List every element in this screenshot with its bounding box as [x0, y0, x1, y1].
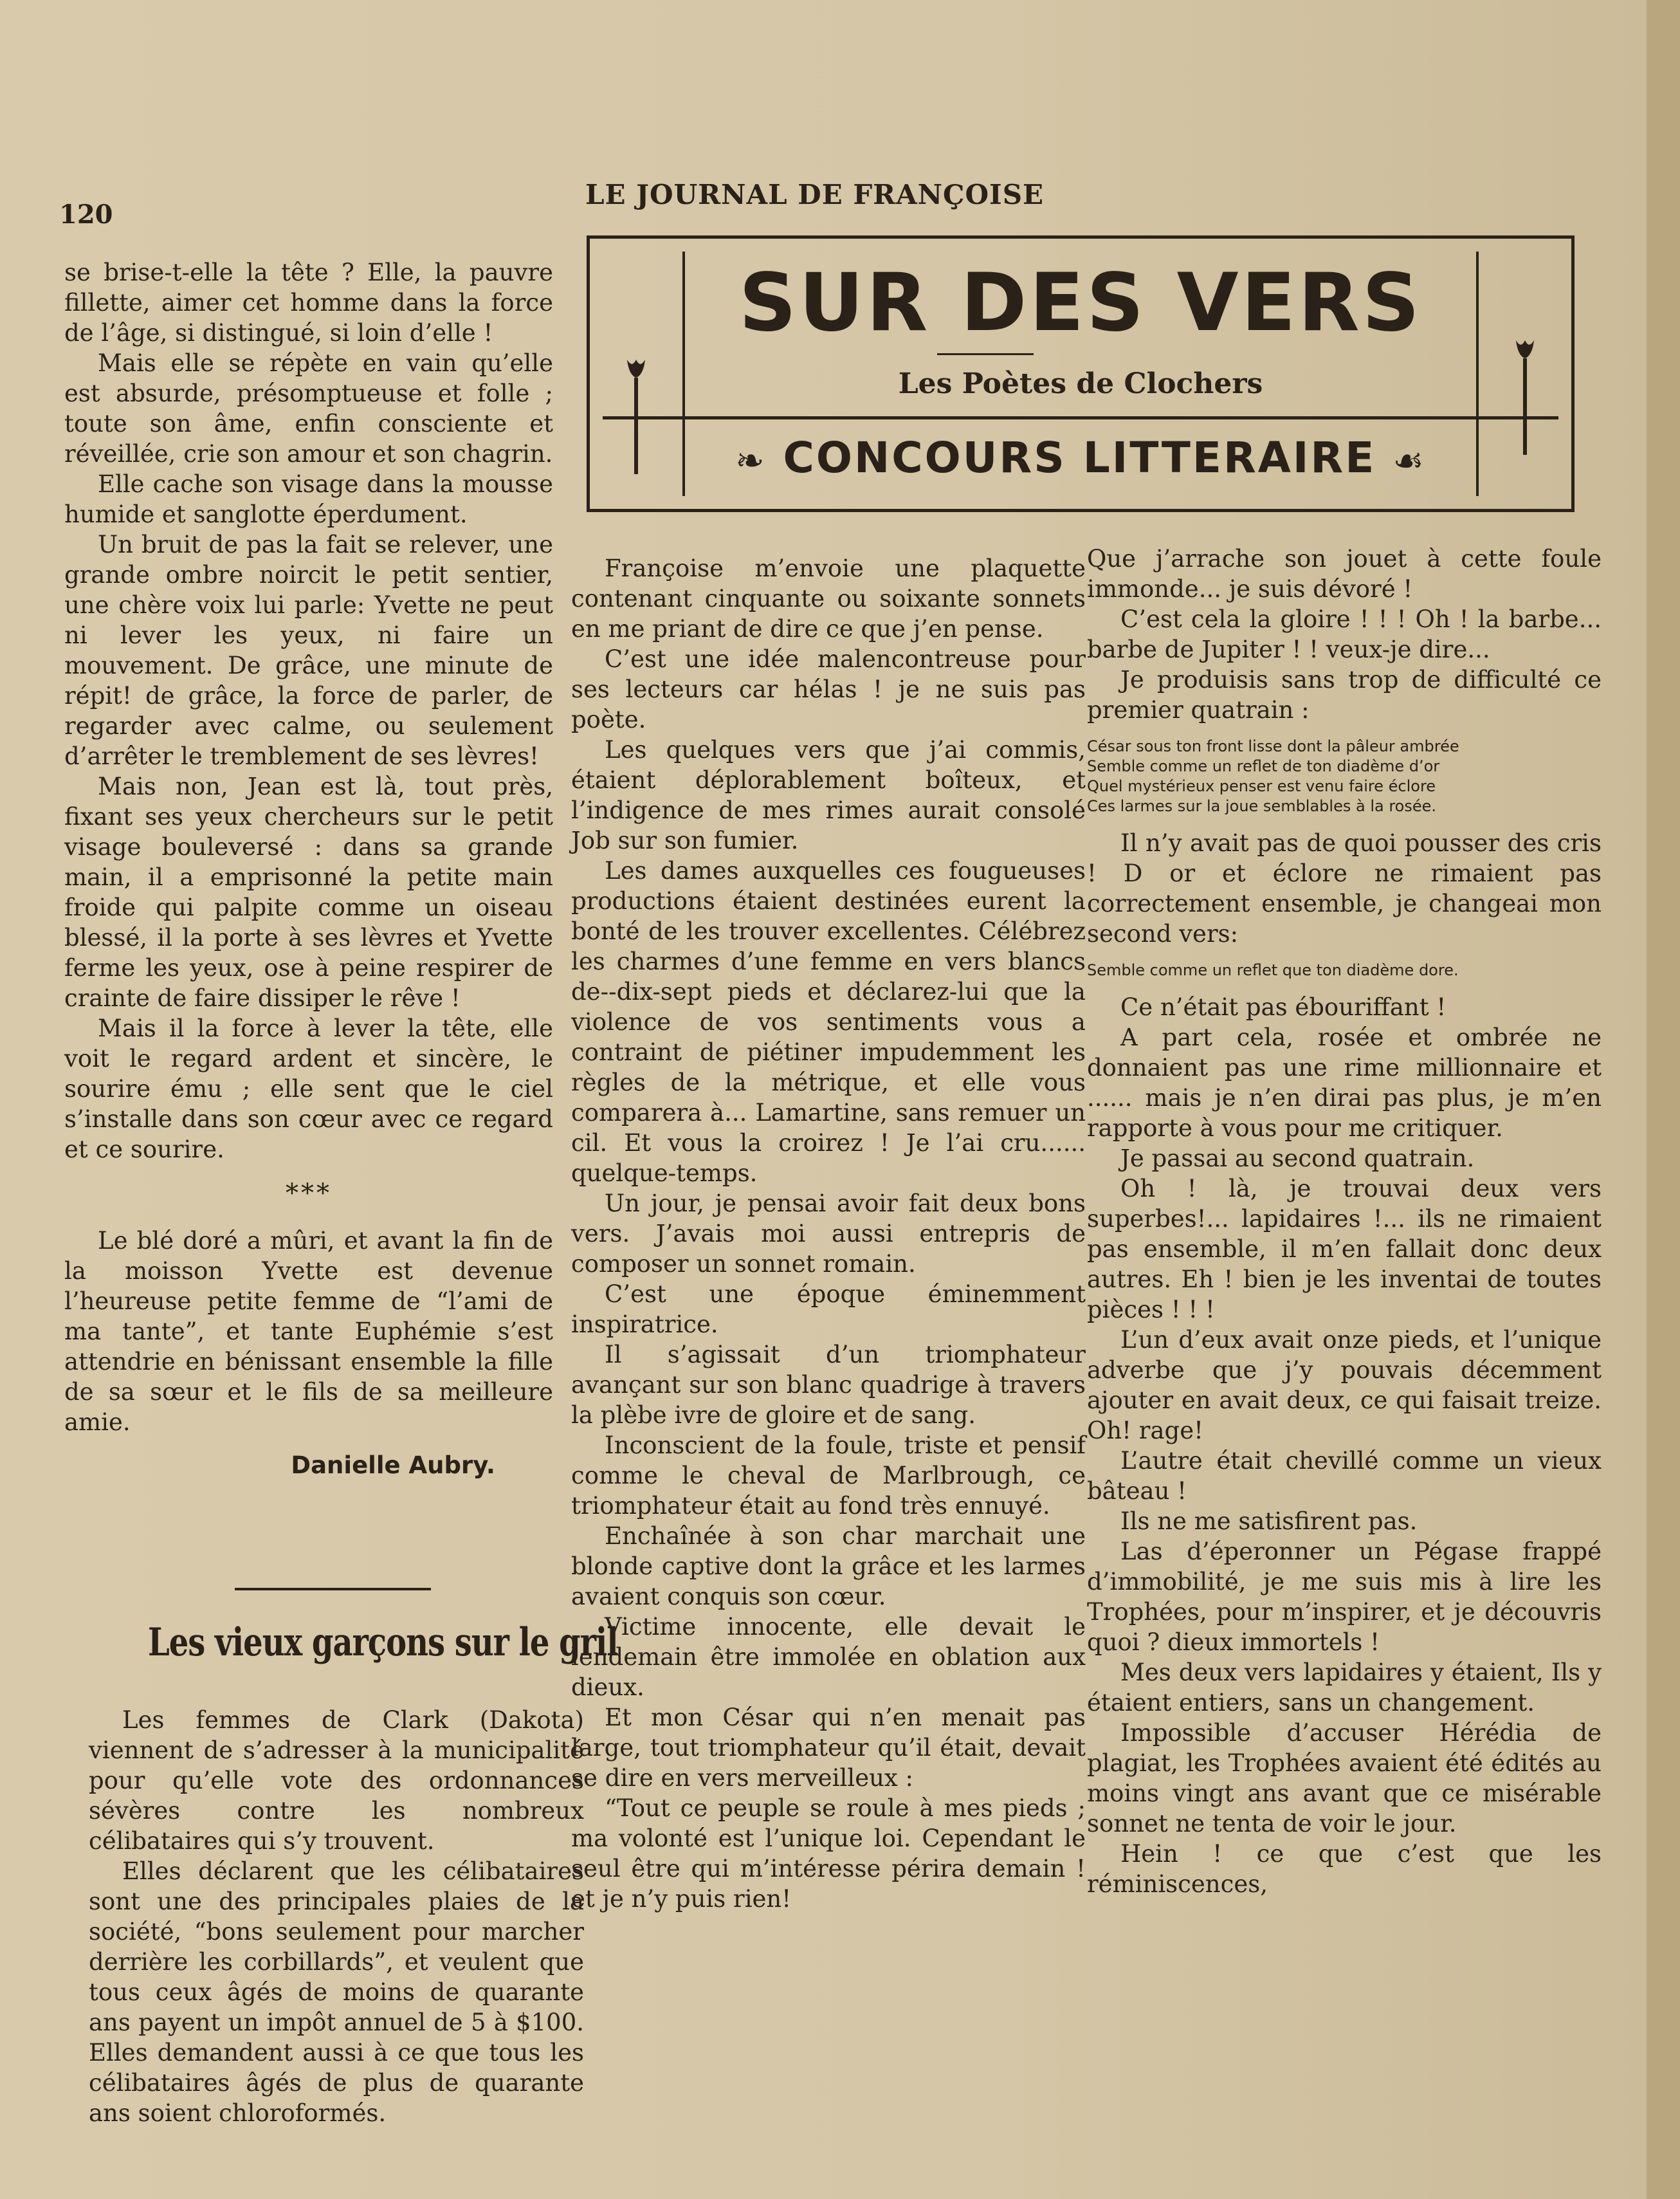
- concours-paragraph: Enchaînée à son char marchait une blonde captive dont la grâce et les larmes avaient conquis son cœur.: [571, 1522, 1086, 1610]
- page-edge: [1647, 0, 1680, 2199]
- article-column: [89, 1705, 584, 2128]
- concours-paragraph: L’un d’eux avait onze pieds, et l’unique adverbe que j’y pouvais décemment ajouter en avait deux, ce qui faisait treize. Oh! rage!: [1087, 1326, 1602, 1444]
- story-paragraph: Elle cache son visage dans la mousse humide et sanglotte éperdument.: [64, 470, 553, 528]
- concours-paragraph: Je passai au second quatrain.: [1120, 1145, 1475, 1172]
- concours-paragraph: Oh ! là, je trouvai deux vers superbes!... lapidaires !... ils ne rimaient pas ensemble, il m’en fallait donc deux autres. Eh ! bien je les inventai de toutes pièces ! ! !: [1087, 1175, 1602, 1323]
- journal-title: LE JOURNAL DE FRANÇOISE: [585, 179, 1045, 210]
- story-paragraph: se brise-t-elle la tête ? Elle, la pauvre fillette, aimer cet homme dans la force de l’âge, si distingué, si loin d’elle !: [64, 259, 553, 347]
- concours-paragraph: A part cela, rosée et ombrée ne donnaient pas une rime millionnaire et ...... mais je n’en dirai pas plus, je m’en rapporte à vous pour me critiquer.: [1087, 1024, 1602, 1142]
- quatrain: [1087, 737, 1602, 816]
- story-paragraph: Mais elle se répète en vain qu’elle est absurde, présomptueuse et folle ; toute son âme, enfin consciente et réveillée, crie son amour et son chagrin.: [64, 349, 553, 468]
- story-paragraph: Un bruit de pas la fait se relever, une grande ombre noircit le petit sentier, une chère voix lui parle: Yvette ne peut ni lever les yeux, ni faire un mouvement. De grâce, une minute de répit! de grâce, la force de parler, de regarder avec calme, ou seulement d’arrêter le tremblement de ses lèvres!: [64, 531, 553, 770]
- concours-paragraph: Je produisis sans trop de difficulté ce premier quatrain :: [1087, 666, 1602, 724]
- story-paragraph: Mais il la force à lever la tête, elle voit le regard ardent et sincère, le sourire ému ; elle sent que le ciel s’installe dans son cœur avec ce regard et ce sourire.: [64, 1015, 553, 1163]
- section-header-box: [587, 235, 1575, 512]
- story-paragraph: Mais non, Jean est là, tout près, fixant ses yeux chercheurs sur le petit visage bouleversé : dans sa grande main, il a emprisonné la petite main froide qui palpite comme un oiseau blessé, il la porte à ses lèvres et Yvette ferme les yeux, ose à peine respirer de crainte de faire dissiper le rêve !: [64, 773, 553, 1012]
- concours-paragraph: L’autre était chevillé comme un vieux bâteau !: [1087, 1447, 1602, 1505]
- page-number: 120: [59, 199, 113, 230]
- concours-paragraph: Que j’arrache son jouet à cette foule immonde... je suis dévoré !: [1087, 545, 1602, 603]
- section-separator: ***: [286, 1179, 332, 1208]
- concours-paragraph: Ce n’était pas ébouriffant !: [1120, 993, 1447, 1021]
- concours-column-middle: [571, 553, 1086, 1914]
- verse-line: Ces larmes sur la joue semblables à la rosée.: [1087, 797, 1437, 815]
- article-paragraph: Elles déclarent que les célibataires sont une des principales plaies de la société, “bons seulement pour marcher derrière les corbillards”, et veulent que tous ceux âgés de moins de quarante ans payent un impôt annuel de 5 à $100. Elles demandent aussi à ce que tous les célibataires âgés de plus de quarante ans soient chloroformés.: [89, 1857, 584, 2127]
- title-underline: [937, 353, 1034, 355]
- concours-paragraph: Inconscient de la foule, triste et pensif comme le cheval de Marlbrough, ce triomphateur était au fond très ennuyé.: [571, 1431, 1086, 1520]
- contest-heading: [590, 433, 1571, 483]
- article-title: Les vieux garçons sur le gril: [148, 1620, 618, 1665]
- concours-paragraph: C’est une idée malencontreuse pour ses lecteurs car hélas ! je ne suis pas poète.: [571, 645, 1086, 733]
- concours-paragraph: Mes deux vers lapidaires y étaient, Ils y étaient entiers, sans un changement.: [1087, 1659, 1602, 1716]
- article-paragraph: Les femmes de Clark (Dakota) viennent de s’adresser à la municipalité pour qu’elle vote des ordonnances sévères contre les nombreux célibataires qui s’y trouvent.: [89, 1706, 584, 1855]
- flourish-right-icon: ☙: [1392, 440, 1426, 481]
- revised-verse: [1087, 961, 1602, 980]
- story-ending: Le blé doré a mûri, et avant la fin de la moisson Yvette est devenue l’heureuse petite femme de “l’ami de ma tante”, et tante Euphémie s’est attendrie en bénissant ensemble la fille de sa sœur et le fils de sa meilleure amie.: [64, 1227, 553, 1436]
- concours-paragraph: Françoise m’envoie une plaquette contenant cinquante ou soixante sonnets en me priant de dire ce que j’en pense.: [571, 555, 1086, 643]
- concours-column-right: [1087, 544, 1602, 1899]
- concours-paragraph: Hein ! ce que c’est que les réminiscences,: [1087, 1840, 1602, 1898]
- concours-paragraph: Il s’agissait d’un triomphateur avançant sur son blanc quadrige à travers la plèbe ivre de gloire et de sang.: [571, 1341, 1086, 1429]
- author-signature: Danielle Aubry.: [291, 1451, 495, 1479]
- concours-paragraph: Les quelques vers que j’ai commis, étaient déplorablement boîteux, et l’indigence de mes rimes aurait consolé Job sur son fumier.: [571, 736, 1086, 854]
- verse-line: Quel mystérieux penser est venu faire éclore: [1087, 777, 1436, 795]
- header-rule: [603, 416, 1558, 419]
- concours-paragraph: Impossible d’accuser Hérédia de plagiat, les Trophées avaient été édités au moins vingt ans avant que ce misérable sonnet ne tenta de voir le jour.: [1087, 1719, 1602, 1837]
- concours-paragraph: “Tout ce peuple se roule à mes pieds ; ma volonté est l’unique loi. Cependant le seul être qui m’intéresse périra demain ! et je n’y puis rien!: [571, 1794, 1086, 1913]
- concours-paragraph: Les dames auxquelles ces fougueuses productions étaient destinées eurent la bonté de les trouver excellentes. Célébrez les charmes d’une femme en vers blancs de--dix-sept pieds et déclarez-lui que la violence de vos sentiments vous a contraint de piétiner impudemment les règles de la métrique, et elle vous comparera à... Lamartine, sans remuer un cil. Et vous la croirez ! Je l’ai cru...... quelque-temps.: [571, 857, 1086, 1187]
- concours-paragraph: Un jour, je pensai avoir fait deux bons vers. J’avais moi aussi entrepris de composer un sonnet romain.: [571, 1190, 1086, 1278]
- verse-line: Semble comme un reflet de ton diadème d’or: [1087, 757, 1440, 775]
- verse-line: César sous ton front lisse dont la pâleur ambrée: [1087, 737, 1459, 755]
- verse-line: Semble comme un reflet que ton diadème dore.: [1087, 961, 1459, 979]
- section-subtitle: Les Poètes de Clochers: [898, 367, 1263, 400]
- contest-label: CONCOURS LITTERAIRE: [783, 433, 1376, 483]
- concours-paragraph: Et mon César qui n’en menait pas large, tout triomphateur qu’il était, devait se dire en vers merveilleux :: [571, 1704, 1086, 1792]
- concours-paragraph: C’est cela la gloire ! ! ! Oh ! la barbe... barbe de Jupiter ! ! veux-je dire...: [1087, 605, 1602, 663]
- concours-paragraph: C’est une époque éminemment inspiratrice.: [571, 1280, 1086, 1338]
- divider-rule: [235, 1588, 431, 1590]
- concours-paragraph: Ils ne me satisfirent pas.: [1120, 1507, 1418, 1535]
- section-title: SUR DES VERS: [738, 257, 1423, 349]
- concours-paragraph: Victime innocente, elle devait le lendemain être immolée en oblation aux dieux.: [571, 1613, 1086, 1701]
- story-column: [64, 257, 553, 1480]
- flourish-left-icon: ❧: [735, 440, 767, 481]
- concours-paragraph: Il n’y avait pas de quoi pousser des cris ! D or et éclore ne rimaient pas correctement ensemble, je changeai mon second vers:: [1087, 829, 1602, 948]
- concours-paragraph: Las d’éperonner un Pégase frappé d’immobilité, je me suis mis à lire les Trophées, pour m’inspirer, et je découvris quoi ? dieux immortels !: [1087, 1538, 1602, 1656]
